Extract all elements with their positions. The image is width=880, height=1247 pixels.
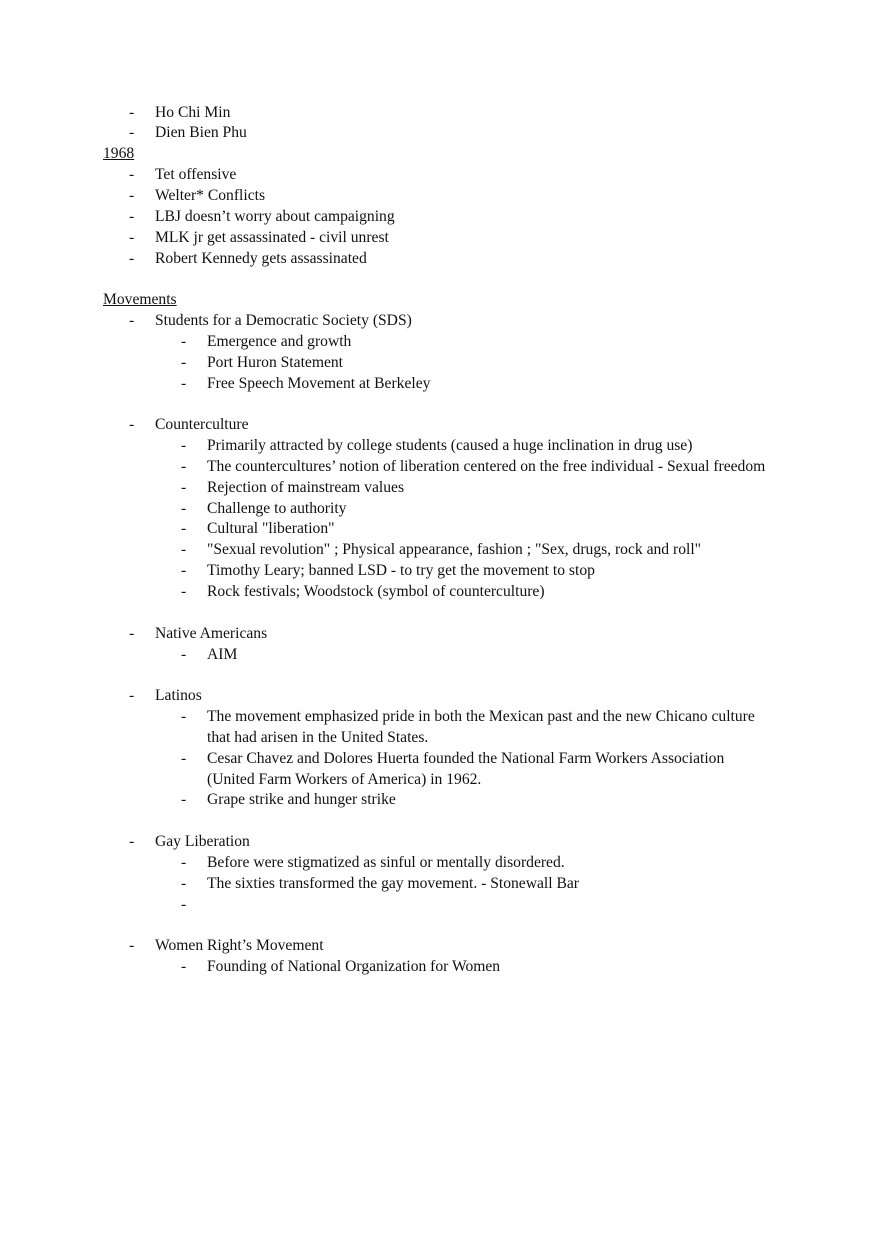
- bullet-dash: -: [181, 437, 187, 455]
- sub-list-item: [0, 749, 880, 770]
- list-item: [0, 165, 880, 186]
- list-item-text: The countercultures’ notion of liberation centered on the free individual - Sexual freedom: [207, 457, 766, 475]
- blank-line: [0, 916, 880, 937]
- list-item-text: Dien Bien Phu: [155, 124, 247, 142]
- blank-line: [0, 811, 880, 832]
- bullet-dash: -: [181, 520, 187, 538]
- sub-list-item: [0, 957, 880, 978]
- bullet-dash: -: [181, 457, 187, 475]
- sub-list-item: [0, 499, 880, 520]
- bullet-dash: -: [181, 332, 187, 350]
- blank-line: [0, 394, 880, 415]
- bullet-dash: -: [129, 207, 135, 225]
- sub-list-item: [0, 853, 880, 874]
- list-item-text: "Sexual revolution" ; Physical appearance, fashion ; "Sex, drugs, rock and roll": [207, 541, 702, 559]
- bullet-dash: -: [181, 958, 187, 976]
- bullet-dash: -: [181, 499, 187, 517]
- blank-line: [0, 665, 880, 686]
- list-item-text: Counterculture: [155, 416, 249, 434]
- list-item-text: Ho Chi Min: [155, 103, 231, 121]
- bullet-dash: -: [181, 583, 187, 600]
- list-item: [0, 686, 880, 707]
- section-heading: 1968: [103, 145, 135, 163]
- section-heading-row: [0, 290, 880, 311]
- list-item-text: The sixties transformed the gay movement. - Stonewall Bar: [207, 874, 579, 892]
- list-item: [0, 249, 880, 270]
- list-item-text: Emergence and growth: [207, 332, 352, 350]
- list-item-text: Students for a Democratic Society (SDS): [155, 312, 412, 330]
- bullet-dash: -: [181, 562, 187, 580]
- list-item: [0, 123, 880, 144]
- sub-list-item: [0, 582, 880, 603]
- sub-list-item: [0, 874, 880, 895]
- sub-list-item: [0, 895, 880, 916]
- list-item-text: Grape strike and hunger strike: [207, 791, 396, 809]
- list-item-text: Before were stigmatized as sinful or mentally disordered.: [207, 853, 565, 871]
- list-item-text: Rock festivals; Woodstock (symbol of counterculture): [207, 583, 545, 600]
- bullet-dash: -: [129, 186, 135, 204]
- list-item-text: LBJ doesn’t worry about campaigning: [155, 207, 395, 225]
- list-item-text: (United Farm Workers of America) in 1962.: [207, 770, 482, 788]
- bullet-dash: -: [181, 353, 187, 371]
- list-item-text: Tet offensive: [155, 166, 237, 184]
- list-item: [0, 228, 880, 249]
- list-item-text: Robert Kennedy gets assassinated: [155, 249, 367, 267]
- list-item: [0, 415, 880, 436]
- bullet-dash: -: [181, 541, 187, 559]
- bullet-dash: -: [181, 708, 187, 726]
- bullet-dash: -: [129, 937, 135, 955]
- bullet-dash: -: [181, 749, 187, 767]
- bullet-dash: -: [129, 624, 135, 642]
- list-item-text: Timothy Leary; banned LSD - to try get the movement to stop: [207, 562, 595, 580]
- bullet-dash: -: [129, 833, 135, 851]
- sub-list-item: [0, 707, 880, 728]
- list-item-text: Native Americans: [155, 624, 268, 642]
- sub-list-item: [0, 561, 880, 582]
- bullet-dash: -: [181, 478, 187, 496]
- list-item: [0, 624, 880, 645]
- list-item-text: The movement emphasized pride in both the Mexican past and the new Chicano culture: [207, 708, 755, 726]
- blank-line: [0, 603, 880, 624]
- bullet-dash: -: [129, 103, 135, 121]
- list-item-continuation: [0, 728, 880, 749]
- list-item-text: Free Speech Movement at Berkeley: [207, 374, 431, 392]
- sub-list-item: [0, 436, 880, 457]
- bullet-dash: -: [181, 791, 187, 809]
- list-item: [0, 103, 880, 124]
- list-item: [0, 311, 880, 332]
- list-item-text: Challenge to authority: [207, 499, 347, 517]
- bullet-dash: -: [181, 874, 187, 892]
- list-item: [0, 207, 880, 228]
- bullet-dash: -: [129, 416, 135, 434]
- list-item: [0, 936, 880, 957]
- bullet-dash: -: [129, 228, 135, 246]
- sub-list-item: [0, 353, 880, 374]
- list-item-text: Gay Liberation: [155, 833, 250, 851]
- sub-list-item: [0, 332, 880, 353]
- list-item-text: Cultural "liberation": [207, 520, 335, 538]
- list-item-text: Welter* Conflicts: [155, 186, 266, 204]
- list-item: [0, 186, 880, 207]
- sub-list-item: [0, 645, 880, 666]
- sub-list-item: [0, 790, 880, 811]
- blank-line: [0, 269, 880, 290]
- sub-list-item: [0, 457, 880, 478]
- list-item-text: Founding of National Organization for Women: [207, 958, 501, 976]
- list-item-text: Women Right’s Movement: [155, 937, 324, 955]
- bullet-dash: -: [129, 249, 135, 267]
- bullet-dash: -: [129, 312, 135, 330]
- list-item-text: AIM: [207, 645, 238, 663]
- bullet-dash: -: [129, 124, 135, 142]
- section-heading-row: [0, 144, 880, 165]
- section-heading: Movements: [103, 291, 177, 309]
- sub-list-item: [0, 540, 880, 561]
- list-item-text: Latinos: [155, 687, 202, 705]
- bullet-dash: -: [129, 166, 135, 184]
- bullet-dash: -: [181, 374, 187, 392]
- bullet-dash: -: [129, 687, 135, 705]
- sub-list-item: [0, 478, 880, 499]
- bullet-dash: -: [181, 853, 187, 871]
- list-item-text: Rejection of mainstream values: [207, 478, 405, 496]
- list-item-text: Port Huron Statement: [207, 353, 343, 371]
- sub-list-item: [0, 519, 880, 540]
- list-item-text: Primarily attracted by college students (caused a huge inclination in drug use): [207, 437, 693, 455]
- document-page: [0, 103, 880, 978]
- list-item-continuation: [0, 770, 880, 791]
- list-item-text: MLK jr get assassinated - civil unrest: [155, 228, 389, 246]
- bullet-dash: -: [181, 645, 187, 663]
- list-item-text: Cesar Chavez and Dolores Huerta founded the National Farm Workers Association: [207, 749, 725, 767]
- bullet-dash: -: [181, 895, 187, 913]
- list-item: [0, 832, 880, 853]
- sub-list-item: [0, 374, 880, 395]
- list-item-text: that had arisen in the United States.: [207, 728, 429, 746]
